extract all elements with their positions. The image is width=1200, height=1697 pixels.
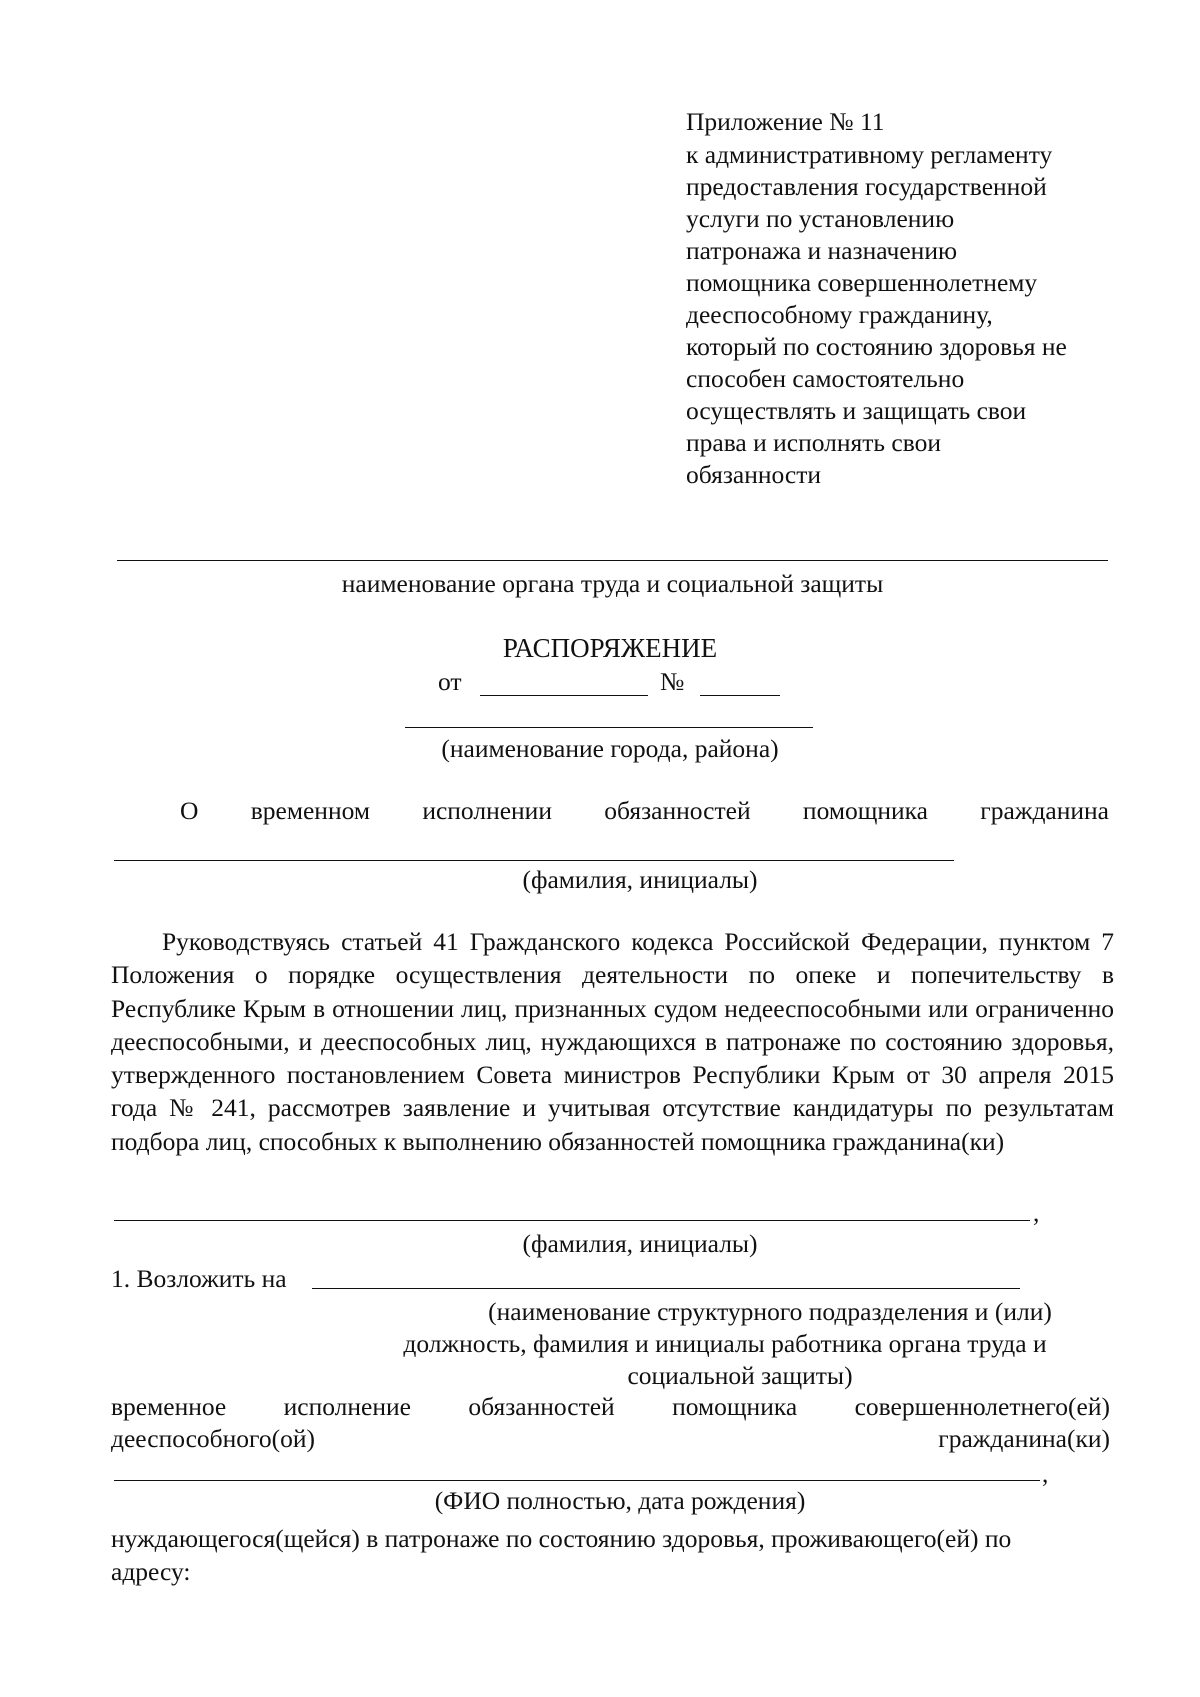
duty-word: помощника (672, 1392, 798, 1421)
appendix-line: дееспособному гражданину, (686, 300, 993, 329)
subject-name-line (114, 860, 954, 861)
subject-word: гражданина (980, 796, 1109, 825)
appendix-title: Приложение № 11 (686, 107, 885, 136)
capable-left: дееспособного(ой) (111, 1424, 315, 1453)
subject-name-caption: (фамилия, инициалы) (522, 865, 758, 894)
date-field-line (480, 695, 648, 696)
number-field-line (700, 695, 780, 696)
appendix-line: обязанности (686, 460, 821, 489)
duty-word: обязанностей (468, 1392, 615, 1421)
fio-comma: , (1042, 1459, 1049, 1488)
appendix-line: помощника совершеннолетнему (686, 268, 1038, 297)
item1-caption (330, 1296, 1110, 1392)
item1-caption-line: должность, фамилия и инициалы работника органа труда и (403, 1329, 1047, 1358)
capable-right: гражданина(ки) (938, 1424, 1110, 1453)
city-line (405, 727, 813, 728)
fio-caption: (ФИО полностью, дата рождения) (434, 1486, 806, 1515)
address-label: адресу: (111, 1557, 191, 1586)
number-prefix: № (660, 667, 685, 696)
document-title: РАСПОРЯЖЕНИЕ (502, 633, 718, 663)
citizen-name-caption: (фамилия, инициалы) (522, 1229, 758, 1258)
appendix-line: способен самостоятельно (686, 364, 965, 393)
date-number-row (438, 666, 788, 698)
org-caption: наименование органа труда и социальной защиты (341, 569, 884, 598)
main-paragraph (111, 925, 1114, 1158)
item1-caption-line: социальной защиты) (627, 1361, 853, 1390)
item1-assignee-line (312, 1288, 1020, 1289)
city-caption: (наименование города, района) (441, 734, 779, 763)
item1-caption-line: (наименование структурного подразделения и (или) (488, 1297, 1052, 1326)
appendix-line: к административному регламенту (686, 140, 1053, 169)
item1-label: 1. Возложить на (111, 1264, 287, 1293)
duty-word: временное (111, 1392, 227, 1421)
capable-line (111, 1423, 1110, 1455)
citizen-name-line (114, 1220, 1030, 1221)
need-text: нуждающегося(щейся) в патронаже по состоянию здоровья, проживающего(ей) по (111, 1524, 1012, 1553)
appendix-block (686, 106, 1116, 491)
duty-word: исполнение (283, 1392, 411, 1421)
appendix-line: услуги по установлению (686, 204, 955, 233)
citizen-name-comma: , (1033, 1198, 1040, 1227)
fio-line (114, 1480, 1040, 1481)
appendix-line: патронажа и назначению (686, 236, 958, 265)
appendix-line: предоставления государственной (686, 172, 1047, 201)
main-paragraph-text: Руководствуясь статьей 41 Гражданского кодекса Российской Федерации, пунктом 7 Положения о порядке осуществления деятельности по опеке и попечительству в Республике Крым в отношении лиц, признанных судом недееспособными или ограниченно дееспособными, и дееспособных лиц, нуждающихся в патронаже по состоянию здоровья, утвержденного постановлением Совета министров Республики Крым от 30 апреля 2015 года № 241, рассмотрев заявление и учитывая отсутствие кандидатуры по результатам подбора лиц, способных к выполнению обязанностей помощника гражданина(ки) (111, 927, 1114, 1156)
appendix-line: который по состоянию здоровья не (686, 332, 1067, 361)
subject-word: временном (250, 796, 370, 825)
appendix-line: осуществлять и защищать свои (686, 396, 1027, 425)
duty-line (111, 1391, 1110, 1423)
appendix-line: права и исполнять свои (686, 428, 941, 457)
subject-word: исполнении (422, 796, 552, 825)
duty-word: совершеннолетнего(ей) (854, 1392, 1110, 1421)
date-prefix: от (438, 667, 462, 696)
subject-word: помощника (802, 796, 928, 825)
org-name-line (117, 560, 1108, 561)
subject-word: О (180, 796, 199, 825)
subject-line (180, 795, 1109, 827)
subject-word: обязанностей (604, 796, 751, 825)
